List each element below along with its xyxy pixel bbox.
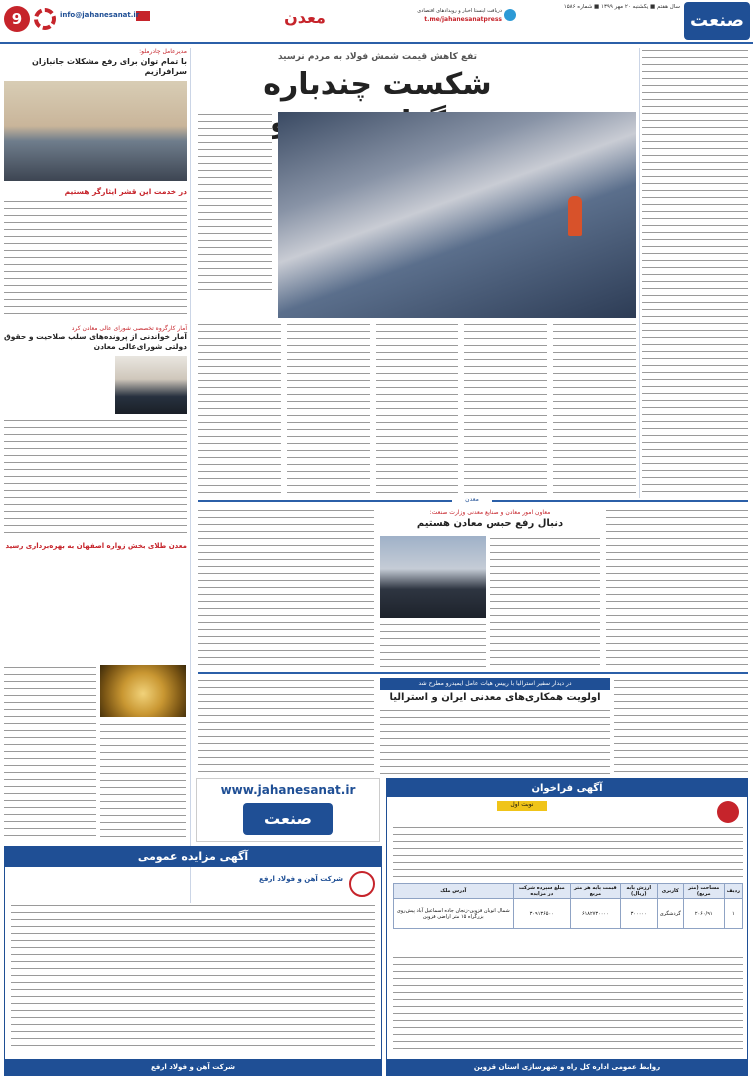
interview-kicker: معاون امور معادن و صنایع معدنی وزارت صنعت:: [429, 509, 551, 516]
auction-company-logo: [349, 871, 375, 897]
col-base-value: ارزش پایه (ریال): [620, 884, 657, 899]
email-text[interactable]: info@jahanesanat.ir: [60, 11, 140, 19]
cell-use: گردشگری: [657, 899, 683, 929]
left-column-divider: [190, 48, 191, 948]
masthead: [0, 0, 753, 44]
callout-emblem: [717, 801, 739, 823]
intl-body-left: [198, 678, 374, 774]
gold-body-2: [100, 722, 186, 840]
gold-photo: [100, 665, 186, 717]
auction-body: [11, 903, 375, 1051]
auction-header: آگهی مزایده عمومی: [5, 847, 381, 867]
cell-address: شمال اتوبان قزوین-زنجان جاده اسماعیل آباد پیش‌روی بزرگراه ۱۵ متر اراضی قزوین: [394, 899, 514, 929]
cell-row-no: ۱: [724, 899, 742, 929]
auction-ad: [4, 846, 382, 1076]
story2-headline: آمار خواندنی از پرونده‌های سلب صلاحیت و حقوق دولتی شورای‌عالی معادن: [4, 332, 187, 351]
left-body-2: [4, 418, 187, 536]
cell-base-value: ۳۰۰۰۰۰: [620, 899, 657, 929]
col-unit-price: قیمت پایه هر متر مربع: [571, 884, 621, 899]
interview-body-under-photo: [380, 622, 486, 668]
interview-body-mid: [490, 536, 600, 666]
website-banner[interactable]: [196, 778, 380, 842]
steel-coils-photo: [278, 112, 636, 318]
telegram-icon: [504, 9, 516, 21]
col-deposit: مبلغ سپرده شرکت در مزایده: [513, 884, 571, 899]
callout-subtitle: نوبت اول: [497, 801, 547, 811]
story3-headline: معدن طلای بخش زواره اصفهان به بهره‌برداری رسید: [5, 542, 187, 550]
col-use: کاربری: [657, 884, 683, 899]
callout-header: آگهی فراخوان: [387, 779, 747, 797]
gear-icon: [34, 8, 56, 30]
cell-area: ۲۰۶۰/۹۱: [683, 899, 724, 929]
website-url[interactable]: www.jahanesanat.ir: [220, 783, 356, 797]
cell-deposit: ۳۰۹۱۳۶۵۰۰: [513, 899, 571, 929]
lead-body-bottom: [198, 322, 636, 494]
intl-body-right: [614, 678, 748, 774]
gold-body: [4, 665, 96, 840]
interview-headline: دنبال رفع حبس معادن هستیم: [416, 518, 564, 529]
issue-line: سال هفتم ■ یکشنبه ۲۰ مهر ۱۳۹۹ ■ شماره ۱۵۸۶: [563, 4, 680, 10]
lead-headline: شکست چندباره: [263, 67, 492, 102]
left-body-1: [4, 199, 187, 319]
right-column-body: [642, 48, 748, 496]
left-headline: با تمام توان برای رفع مشکلات جانبازان سرافرازیم: [32, 57, 187, 76]
left-column: [4, 48, 187, 658]
worker-figure: [568, 196, 582, 236]
masthead-logo: صنعت: [684, 2, 750, 40]
auction-company-name: شرکت آهن و فولاد ارفع: [259, 875, 343, 883]
col-row-no: ردیف: [724, 884, 742, 899]
intl-section-rule: [198, 672, 748, 674]
cell-unit-price: ۶۱۸۲۷۳۰۰۰۰: [571, 899, 621, 929]
channel-caption: دریافت اینستا اخبار و رویدادهای اقتصادی: [417, 8, 502, 14]
intl-headline: اولویت همکاری‌های معدنی ایران و استرالیا: [389, 692, 601, 703]
group-photo: [4, 81, 187, 181]
interview-section-label: معدن: [452, 496, 492, 506]
intl-kicker: در دیدار سفیر استرالیا با رییس هیات عامل ایمیدرو مطرح شد: [380, 678, 610, 690]
callout-table-header-row: [394, 884, 743, 899]
intl-body-mid: [380, 708, 610, 774]
interview-body-left: [198, 508, 374, 668]
section-title: معدن: [284, 8, 326, 27]
banner-logo: صنعت: [243, 803, 333, 835]
callout-table: [393, 883, 743, 929]
lead-body-col-a: [198, 112, 272, 292]
callout-footer: روابط عمومی اداره کل راه و شهرسازی استان قزوین: [387, 1059, 747, 1075]
left-subhead: در خدمت این قشر ایثارگر هستیم: [64, 187, 187, 196]
page-number-badge: 9: [4, 6, 30, 32]
auction-footer: شرکت آهن و فولاد ارفع: [5, 1059, 381, 1075]
interview-photo: [380, 536, 486, 618]
table-row: [394, 899, 743, 929]
callout-ad: [386, 778, 748, 1076]
right-column-divider: [639, 48, 640, 498]
official-portrait: [115, 356, 187, 414]
col-address: آدرس ملک: [394, 884, 514, 899]
lead-kicker: تفع کاهش قیمت شمش فولاد به مردم نرسید: [277, 52, 478, 62]
left-kicker: مدیرعامل چادرملو:: [139, 48, 187, 55]
story2-kicker: آمار کارگروه تخصصی شورای عالی معادن کرد: [71, 325, 187, 332]
callout-body-top: [393, 825, 743, 879]
callout-body-bottom: [393, 955, 743, 1053]
telegram-handle[interactable]: t.me/jahanesanatpress: [424, 16, 502, 23]
col-area: مساحت (متر مربع): [683, 884, 724, 899]
interview-body-right: [606, 508, 748, 668]
